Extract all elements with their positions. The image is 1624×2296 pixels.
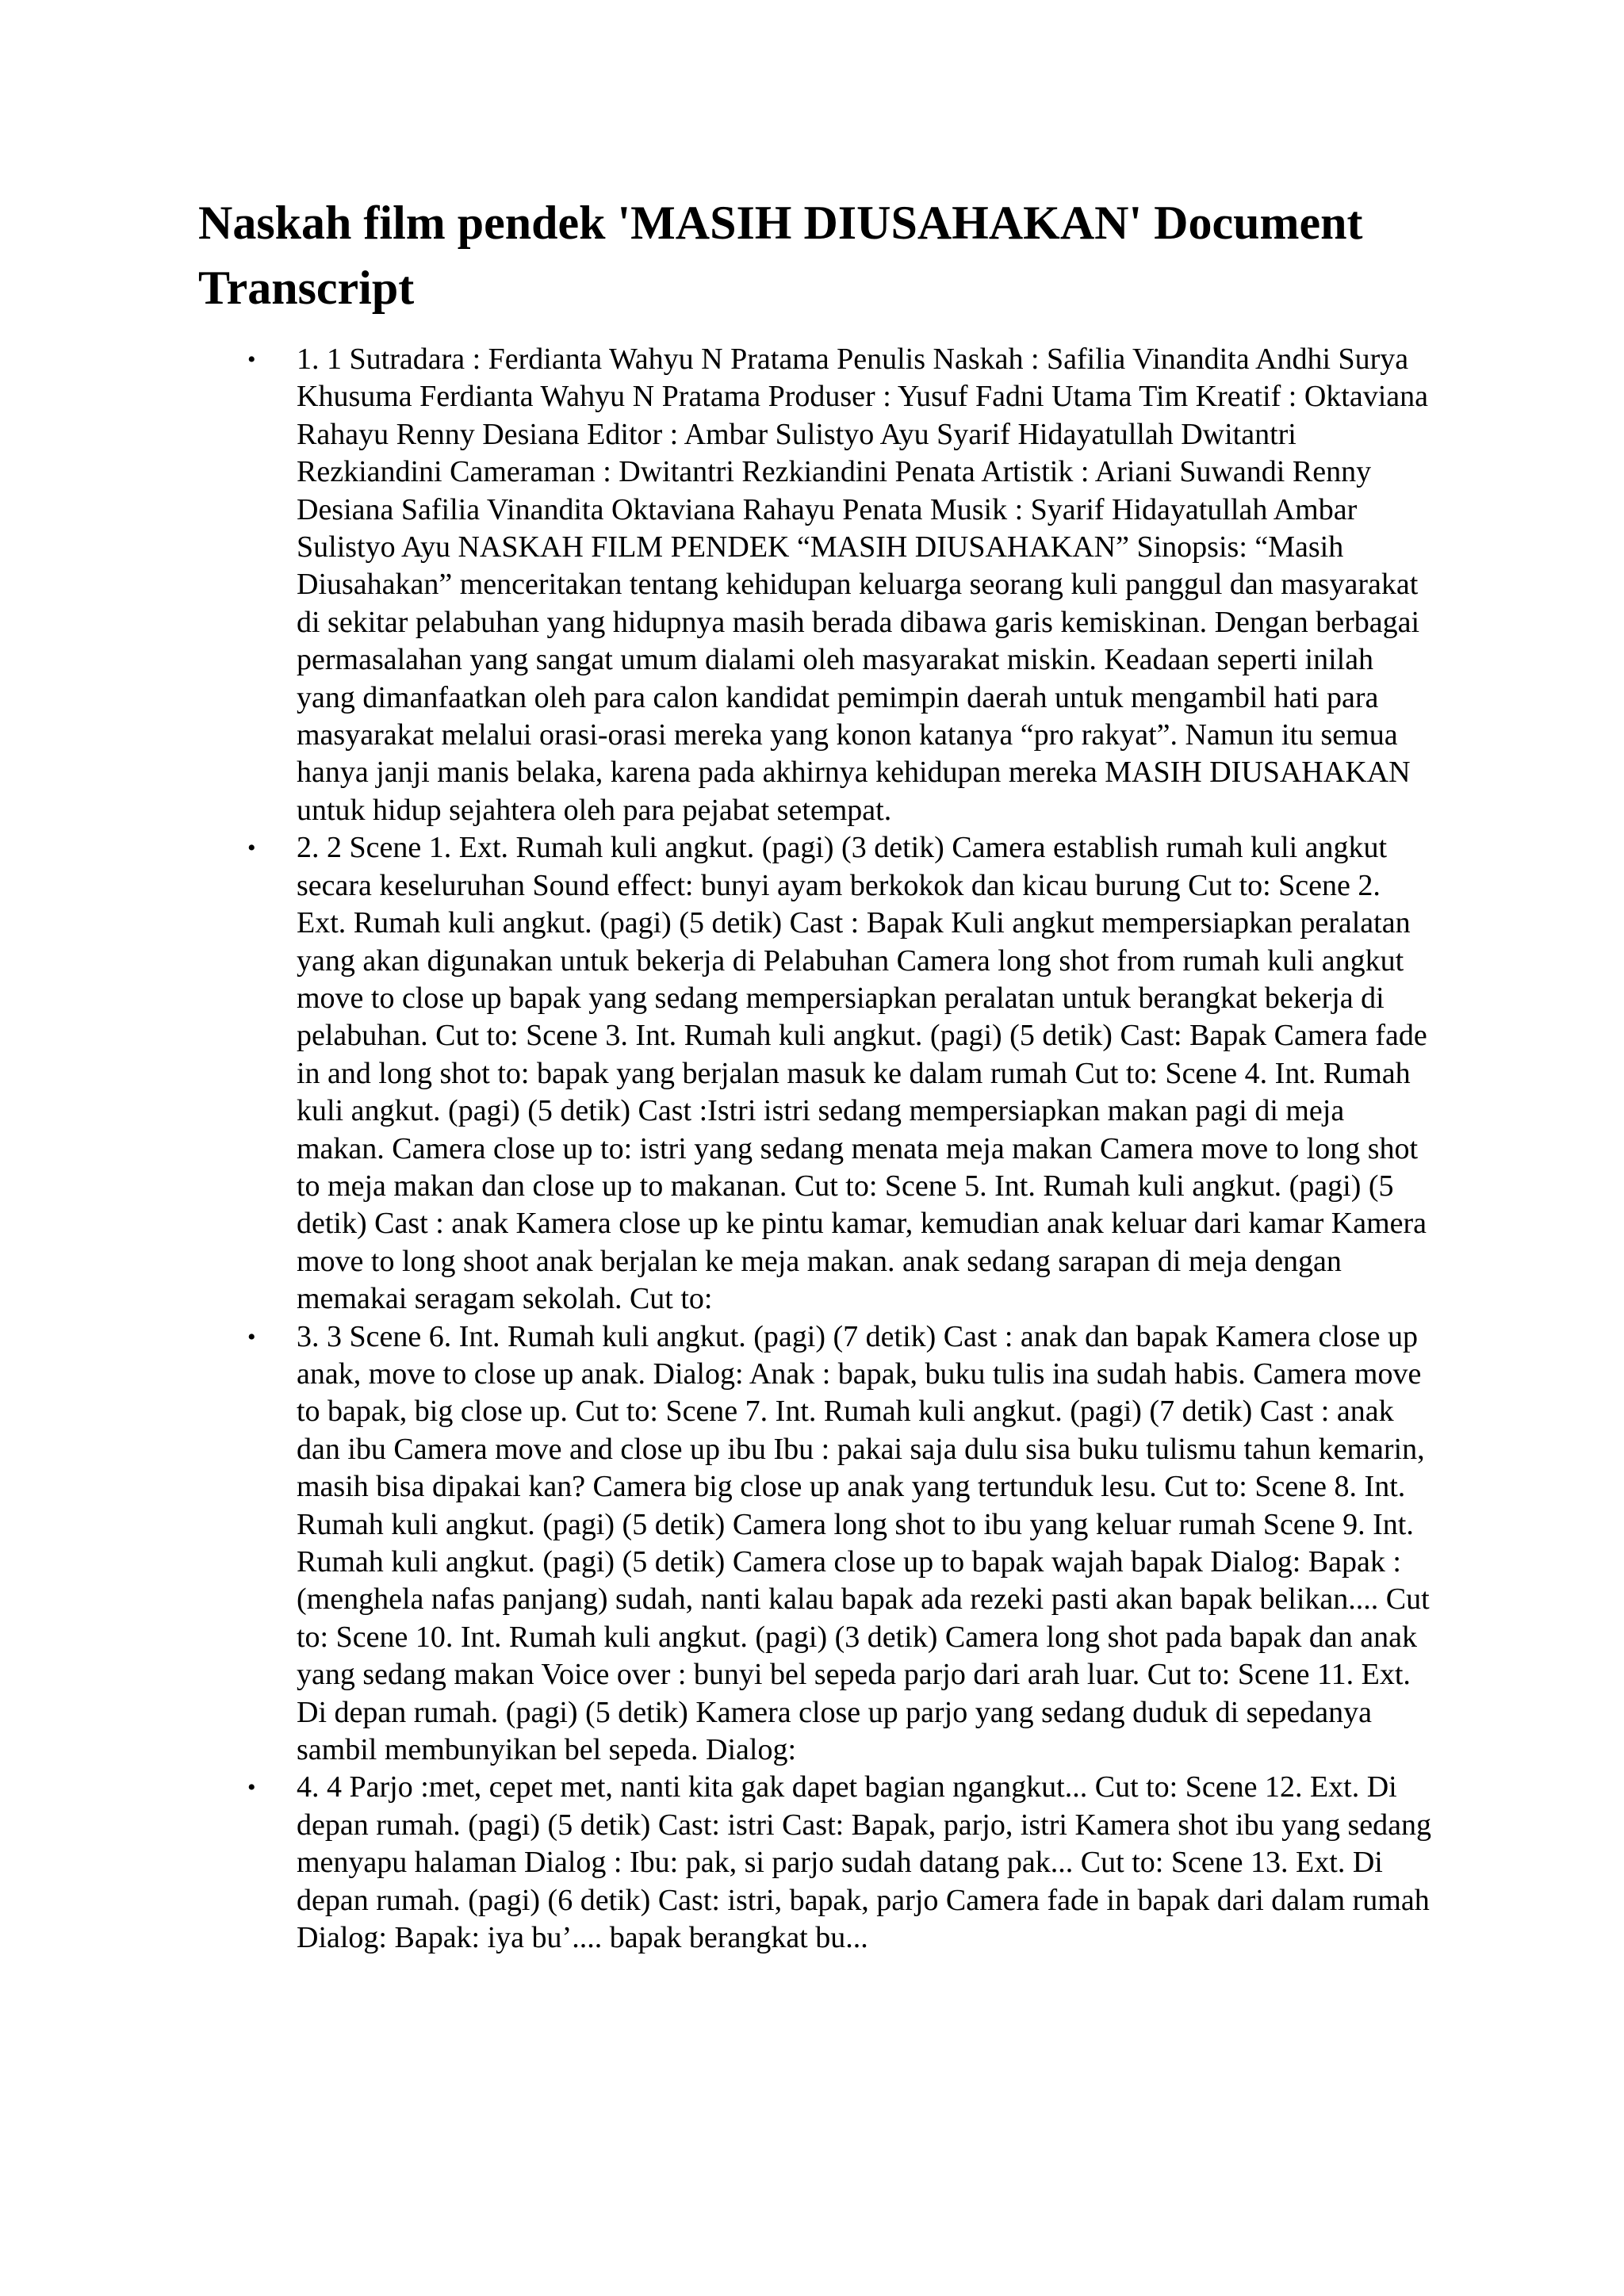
document-title: Naskah film pendek 'MASIH DIUSAHAKAN' Document Transcript <box>198 197 1363 314</box>
bullet-icon: • <box>247 1774 256 1801</box>
bullet-icon: • <box>247 346 256 373</box>
list-item <box>198 829 1435 1318</box>
list-item-text: 4. 4 Parjo :met, cepet met, nanti kita gak dapet bagian ngangkut... Cut to: Scene 12. Ext. Di depan rumah. (pagi) (5 detik) Cast: istri Cast: Bapak, parjo, istri Kamera shot ibu yang sedang menyapu halaman Dialog : Ibu: pak, si parjo sudah datang pak... Cut to: Scene 13. Ext. Di depan rumah. (pagi) (6 detik) Cast: istri, bapak, parjo Camera fade in bapak dari dalam rumah Dialog: Bapak: iya bu’.... bapak berangkat bu... <box>297 1770 1431 1955</box>
list-item <box>198 341 1435 829</box>
list-item-text: 2. 2 Scene 1. Ext. Rumah kuli angkut. (pagi) (3 detik) Camera establish rumah kuli angkut secara keseluruhan Sound effect: bunyi ayam berkokok dan kicau burung Cut to: Scene 2. Ext. Rumah kuli angkut. (pagi) (5 detik) Cast : Bapak Kuli angkut mempersiapkan peralatan yang akan digunakan untuk bekerja di Pelabuhan Camera long shot from rumah kuli angkut move to close up bapak yang sedang mempersiapkan peralatan untuk berangkat bekerja di pelabuhan. Cut to: Scene 3. Int. Rumah kuli angkut. (pagi) (5 detik) Cast: Bapak Camera fade in and long shot to: bapak yang berjalan masuk ke dalam rumah Cut to: Scene 4. Int. Rumah kuli angkut. (pagi) (5 detik) Cast :Istri istri sedang mempersiapkan makan pagi di meja makan. Camera close up to: istri yang sedang menata meja makan Camera move to long shot to meja makan dan close up to makanan. Cut to: Scene 5. Int. Rumah kuli angkut. (pagi) (5 detik) Cast : anak Kamera close up ke pintu kamar, kemudian anak keluar dari kamar Kamera move to long shoot anak berjalan ke meja makan. anak sedang sarapan di meja dengan memakai seragam sekolah. Cut to: <box>297 831 1427 1316</box>
bullet-icon: • <box>247 1323 256 1350</box>
list-item-text: 1. 1 Sutradara : Ferdianta Wahyu N Pratama Penulis Naskah : Safilia Vinandita Andhi Surya Khusuma Ferdianta Wahyu N Pratama Produser : Yusuf Fadni Utama Tim Kreatif : Oktaviana Rahayu Renny Desiana Editor : Ambar Sulistyo Ayu Syarif Hidayatullah Dwitantri Rezkiandini Cameraman : Dwitantri Rezkiandini Penata Artistik : Ariani Suwandi Renny Desiana Safilia Vinandita Oktaviana Rahayu Penata Musik : Syarif Hidayatullah Ambar Sulistyo Ayu NASKAH FILM PENDEK “MASIH DIUSAHAKAN” Sinopsis: “Masih Diusahakan” menceritakan tentang kehidupan keluarga seorang kuli panggul dan masyarakat di sekitar pelabuhan yang hidupnya masih berada dibawa garis kemiskinan. Dengan berbagai permasalahan yang sangat umum dialami oleh masyarakat miskin. Keadaan seperti inilah yang dimanfaatkan oleh para calon kandidat pemimpin daerah untuk mengambil hati para masyarakat melalui orasi-orasi mereka yang konon katanya “pro rakyat”. Namun itu semua hanya janji manis belaka, karena pada akhirnya kehidupan mereka MASIH DIUSAHAKAN untuk hidup sejahtera oleh para pejabat setempat. <box>297 342 1428 827</box>
list-item <box>198 1318 1435 1770</box>
list-item-text: 3. 3 Scene 6. Int. Rumah kuli angkut. (pagi) (7 detik) Cast : anak dan bapak Kamera close up anak, move to close up anak. Dialog: Anak : bapak, buku tulis ina sudah habis. Camera move to bapak, big close up. Cut to: Scene 7. Int. Rumah kuli angkut. (pagi) (7 detik) Cast : anak dan ibu Camera move and close up ibu Ibu : pakai saja dulu sisa buku tulismu tahun kemarin, masih bisa dipakai kan? Camera big close up anak yang tertunduk lesu. Cut to: Scene 8. Int. Rumah kuli angkut. (pagi) (5 detik) Camera long shot to ibu yang keluar rumah Scene 9. Int. Rumah kuli angkut. (pagi) (5 detik) Camera close up to bapak wajah bapak Dialog: Bapak : (menghela nafas panjang) sudah, nanti kalau bapak ada rezeki pasti akan bapak belikan.... Cut to: Scene 10. Int. Rumah kuli angkut. (pagi) (3 detik) Camera long shot pada bapak dan anak yang sedang makan Voice over : bunyi bel sepeda parjo dari arah luar. Cut to: Scene 11. Ext. Di depan rumah. (pagi) (5 detik) Kamera close up parjo yang sedang duduk di sepedanya sambil membunyikan bel sepeda. Dialog: <box>297 1319 1430 1767</box>
transcript-list <box>198 341 1435 1957</box>
list-item <box>198 1769 1435 1957</box>
bullet-icon: • <box>247 835 256 862</box>
